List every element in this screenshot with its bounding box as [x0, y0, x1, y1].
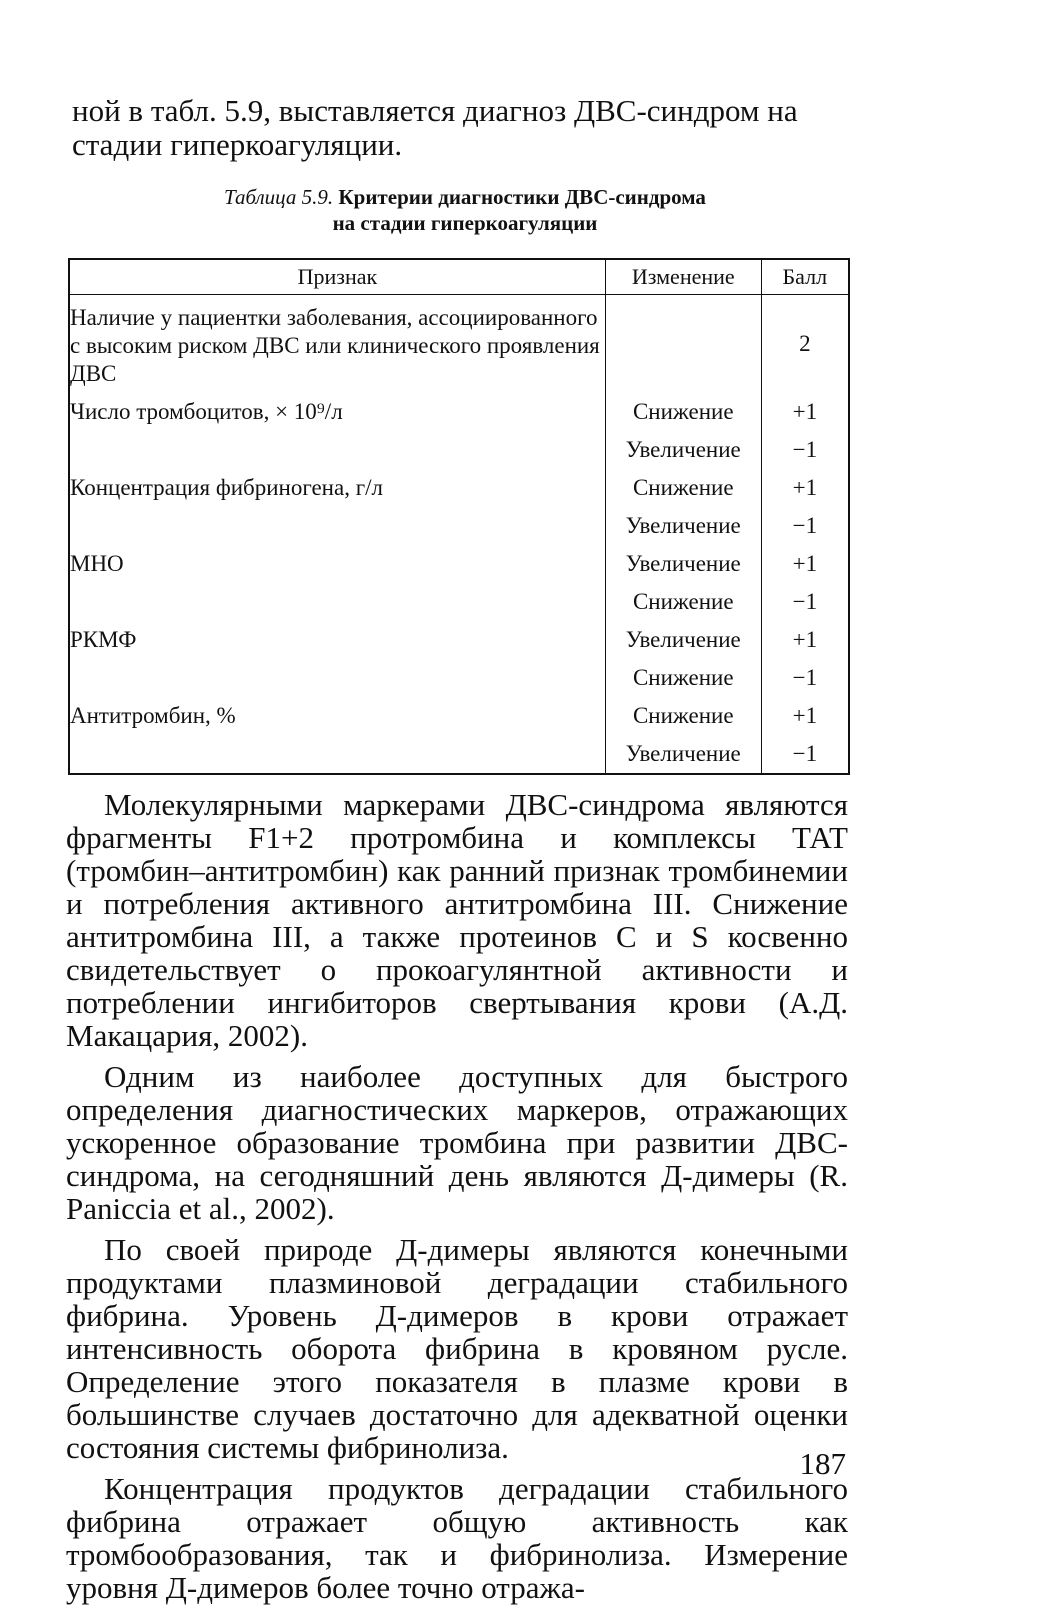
table-title-line2: на стадии гиперкоагуляции — [332, 211, 598, 235]
row-score: +1 — [761, 697, 849, 735]
row-score: +1 — [761, 621, 849, 659]
table-row — [69, 295, 849, 394]
row-sign — [69, 583, 605, 621]
row-change: Снижение — [605, 583, 761, 621]
table-header-row — [69, 259, 849, 295]
row-score: +1 — [761, 393, 849, 431]
table-row — [69, 697, 849, 735]
criteria-table — [68, 258, 850, 775]
row-sign — [69, 735, 605, 774]
intro-paragraph: ной в табл. 5.9, выставляется диагноз ДВС-синдром на стадии гиперкоагуляции. — [72, 93, 798, 162]
header-sign: Признак — [69, 259, 605, 295]
paragraph-d-dimer-availability: Одним из наиболее доступных для быстрого определения диагностических маркеров, отражающих ускоренное образование тромбина при развитии ДВС-синдрома, на сегодняшний день являются Д-димеры (R. Paniccia et al., 2002). — [66, 1059, 848, 1226]
header-change: Изменение — [605, 259, 761, 295]
table-row — [69, 659, 849, 697]
row-score: 2 — [761, 295, 849, 394]
row-score: −1 — [761, 431, 849, 469]
table-row — [69, 469, 849, 507]
row-score: −1 — [761, 659, 849, 697]
row-sign — [69, 659, 605, 697]
row-sign — [69, 431, 605, 469]
row-change: Увеличение — [605, 621, 761, 659]
row-change — [605, 295, 761, 394]
table-row — [69, 735, 849, 774]
table-row — [69, 583, 849, 621]
row-sign: МНО — [69, 545, 605, 583]
row-sign: Наличие у пациентки заболевания, ассоциированного с высоким риском ДВС или клинического проявления ДВС — [69, 295, 605, 394]
row-change: Увеличение — [605, 545, 761, 583]
row-score: +1 — [761, 545, 849, 583]
table-row — [69, 431, 849, 469]
table-row — [69, 393, 849, 431]
row-sign: Антитромбин, % — [69, 697, 605, 735]
body-text — [66, 788, 848, 1612]
row-change: Снижение — [605, 469, 761, 507]
table-caption — [70, 184, 860, 236]
row-sign: Число тромбоцитов, × 10⁹/л — [69, 393, 605, 431]
row-sign: Концентрация фибриногена, г/л — [69, 469, 605, 507]
table-row — [69, 621, 849, 659]
table-row — [69, 507, 849, 545]
row-change: Снижение — [605, 659, 761, 697]
paragraph-molecular-markers: Молекулярными маркерами ДВС-синдрома являются фрагменты F1+2 протромбина и комплексы ТАТ (тромбин–антитромбин) как ранний признак тромбинемии и потребления активного антитромбина III. Снижение антитромбина III, а также протеинов С и S косвенно свидетельствует о прокоагулянтной активности и потреблении ингибиторов свертывания крови (А.Д. Макацария, 2002). — [66, 787, 848, 1053]
table-row — [69, 545, 849, 583]
paragraph-d-dimer-nature: По своей природе Д-димеры являются конечными продуктами плазминовой деградации стабильного фибрина. Уровень Д-димеров в крови отражает интенсивность оборота фибрина в кровяном русле. Определение этого показателя в плазме крови в большинстве случаев достаточно для адекватной оценки состояния системы фибринолиза. — [66, 1232, 848, 1465]
table-label: Таблица 5.9. — [224, 185, 334, 209]
row-change: Снижение — [605, 393, 761, 431]
row-sign — [69, 507, 605, 545]
table-title-line1: Критерии диагностики ДВС-синдрома — [338, 185, 706, 209]
row-score: −1 — [761, 583, 849, 621]
row-sign: РКМФ — [69, 621, 605, 659]
paragraph-degradation-products: Концентрация продуктов деградации стабильного фибрина отражает общую активность как тромбообразования, так и фибринолиза. Измерение уровня Д-димеров более точно отража- — [66, 1471, 848, 1605]
row-score: −1 — [761, 507, 849, 545]
row-score: −1 — [761, 735, 849, 774]
row-change: Снижение — [605, 697, 761, 735]
row-change: Увеличение — [605, 735, 761, 774]
row-score: +1 — [761, 469, 849, 507]
row-change: Увеличение — [605, 507, 761, 545]
row-change: Увеличение — [605, 431, 761, 469]
page-number: 187 — [799, 1446, 846, 1481]
header-score: Балл — [761, 259, 849, 295]
